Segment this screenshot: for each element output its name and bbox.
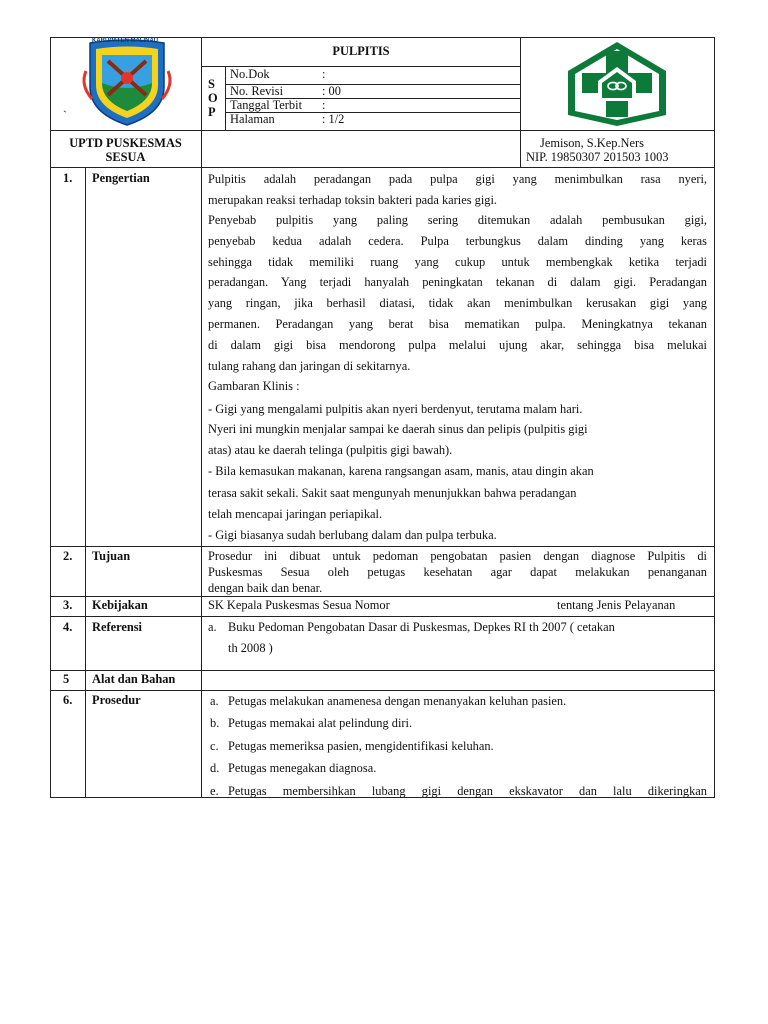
section-3-title: Kebijakan	[92, 598, 148, 612]
section-1-line: Pulpitis adalah peradangan pada pulpa gigi yang menimbulkan rasa nyeri,	[208, 172, 707, 186]
num-column-divider	[85, 167, 86, 798]
section-6-title: Prosedur	[92, 693, 141, 707]
document-title: PULPITIS	[332, 44, 390, 58]
section-2-number: 2.	[63, 549, 73, 563]
section-5-title: Alat dan Bahan	[92, 672, 176, 686]
field-label-no-dok: No.Dok	[230, 67, 270, 81]
procedure-item-marker: c.	[210, 739, 219, 753]
row-line-4	[50, 670, 715, 671]
section-1-line: penyebab kedua adalah cedera. Pulpa terbungkus dalam dinding yang keras	[208, 234, 707, 248]
field-label-tanggal-terbit: Tanggal Terbit	[230, 98, 303, 112]
signatory-name: Jemison, S.Kep.Ners	[540, 136, 644, 150]
section-1-line: telah mencapai jaringan periapikal.	[208, 507, 383, 521]
section-3-number: 3.	[63, 598, 73, 612]
org-name-line2: SESUA	[105, 150, 146, 164]
section-6-number: 6.	[63, 693, 73, 707]
sop-letter-o: O	[208, 91, 218, 105]
procedure-item-text: Petugas memakai alat pelindung diri.	[228, 716, 413, 730]
field-value-no-dok: :	[322, 67, 326, 81]
section-3-text-right: tentang Jenis Pelayanan	[557, 598, 676, 612]
field-label-halaman: Halaman	[230, 112, 275, 126]
section-1-line: Penyebab pulpitis yang paling sering ditemukan adalah pembusukan gigi,	[208, 213, 707, 227]
row-line-2	[50, 596, 715, 597]
field-value-halaman: : 1/2	[322, 112, 345, 126]
section-1-line: Nyeri ini mungkin menjalar sampai ke daerah sinus dan pelipis (pulpitis gigi	[208, 422, 588, 436]
header-bottom-line	[50, 167, 715, 168]
procedure-item-text: Petugas membersihkan lubang gigi dengan ekskavator dan lalu dikeringkan	[228, 784, 707, 798]
section-4-line-1: Buku Pedoman Pengobatan Dasar di Puskesmas, Depkes RI th 2007 ( cetakan	[228, 620, 615, 634]
sop-letter-s: S	[208, 77, 215, 91]
section-2-line-1: Prosedur ini dibuat untuk pedoman pengobatan pasien dengan diagnose Pulpitis di	[208, 549, 707, 563]
signatory-nip: NIP. 19850307 201503 1003	[526, 150, 669, 164]
stray-mark: `	[63, 108, 67, 122]
section-1-line: Gambaran Klinis :	[208, 379, 300, 393]
section-1-line: yang ringan, jika berhasil diatasi, tidak akan menimbulkan kerusakan gigi yang	[208, 296, 707, 310]
regency-emblem-logo	[78, 37, 176, 127]
header-row-line	[50, 130, 715, 131]
section-5-number: 5	[63, 672, 70, 686]
procedure-item-marker: a.	[210, 694, 219, 708]
label-column-divider	[201, 167, 202, 798]
section-1-number: 1.	[63, 171, 73, 185]
procedure-item-marker: b.	[210, 716, 220, 730]
org-name-line1: UPTD PUSKESMAS	[69, 136, 182, 150]
row-line-1	[50, 546, 715, 547]
section-1-line: - Gigi yang mengalami pulpitis akan nyeri berdenyut, terutama malam hari.	[208, 402, 583, 416]
section-4-title: Referensi	[92, 620, 143, 634]
section-1-title: Pengertian	[92, 171, 150, 185]
sop-letter-p: P	[208, 105, 216, 119]
procedure-item-marker: d.	[210, 761, 220, 775]
section-1-line: - Gigi biasanya sudah berlubang dalam dan pulpa terbuka.	[208, 528, 497, 542]
field-value-tanggal-terbit: :	[322, 98, 326, 112]
section-1-line: terasa sakit sekali. Sakit saat mengunyah menunjukkan bahwa peradangan	[208, 486, 577, 500]
field-label-no-revisi: No. Revisi	[230, 84, 284, 98]
procedure-item-text: Petugas memeriksa pasien, mengidentifikasi keluhan.	[228, 739, 494, 753]
section-3-text-left: SK Kepala Puskesmas Sesua Nomor	[208, 598, 390, 612]
procedure-item-text: Petugas melakukan anamenesa dengan menanyakan keluhan pasien.	[228, 694, 567, 708]
section-2-title: Tujuan	[92, 549, 131, 563]
row-line-3	[50, 616, 715, 617]
section-1-line: permanen. Peradangan yang berat bisa mematikan pulpa. Meningkatnya tekanan	[208, 317, 707, 331]
procedure-item-marker: e.	[210, 784, 219, 798]
row-line-5	[50, 690, 715, 691]
field-value-no-revisi: : 00	[322, 84, 341, 98]
procedure-item-text: Petugas menegakan diagnosa.	[228, 761, 377, 775]
emblem-banner-text: KABUPATEN MALINAU	[92, 38, 159, 44]
section-1-line: atas) atau ke daerah telinga (pulpitis gigi bawah).	[208, 443, 453, 457]
section-1-line: tulang rahang dan jaringan di sekitarnya.	[208, 359, 411, 373]
section-4-line-2: th 2008 )	[228, 641, 273, 655]
section-1-line: merupakan reaksi terhadap toksin bakteri pada karies gigi.	[208, 193, 498, 207]
section-2-line-2: Puskesmas Sesua oleh petugas kesehatan agar dapat melakukan penanganan	[208, 565, 707, 579]
section-1-line: - Bila kemasukan makanan, karena rangsangan asam, manis, atau dingin akan	[208, 464, 594, 478]
section-1-line: di dalam gigi bisa mendorong pulpa melalui ujung akar, sehingga bisa melukai	[208, 338, 707, 352]
section-4-marker: a.	[208, 620, 217, 634]
section-2-line-3: dengan baik dan benar.	[208, 581, 323, 595]
section-1-line: peradangan. Yang terjadi hanyalah peningkatan tekanan di dalam gigi. Peradangan	[208, 275, 707, 289]
section-4-number: 4.	[63, 620, 73, 634]
section-1-line: sehingga tidak memiliki ruang yang cukup untuk membengkak ketika terjadi	[208, 255, 707, 269]
puskesmas-logo	[562, 39, 672, 127]
table-border-right	[714, 37, 715, 798]
